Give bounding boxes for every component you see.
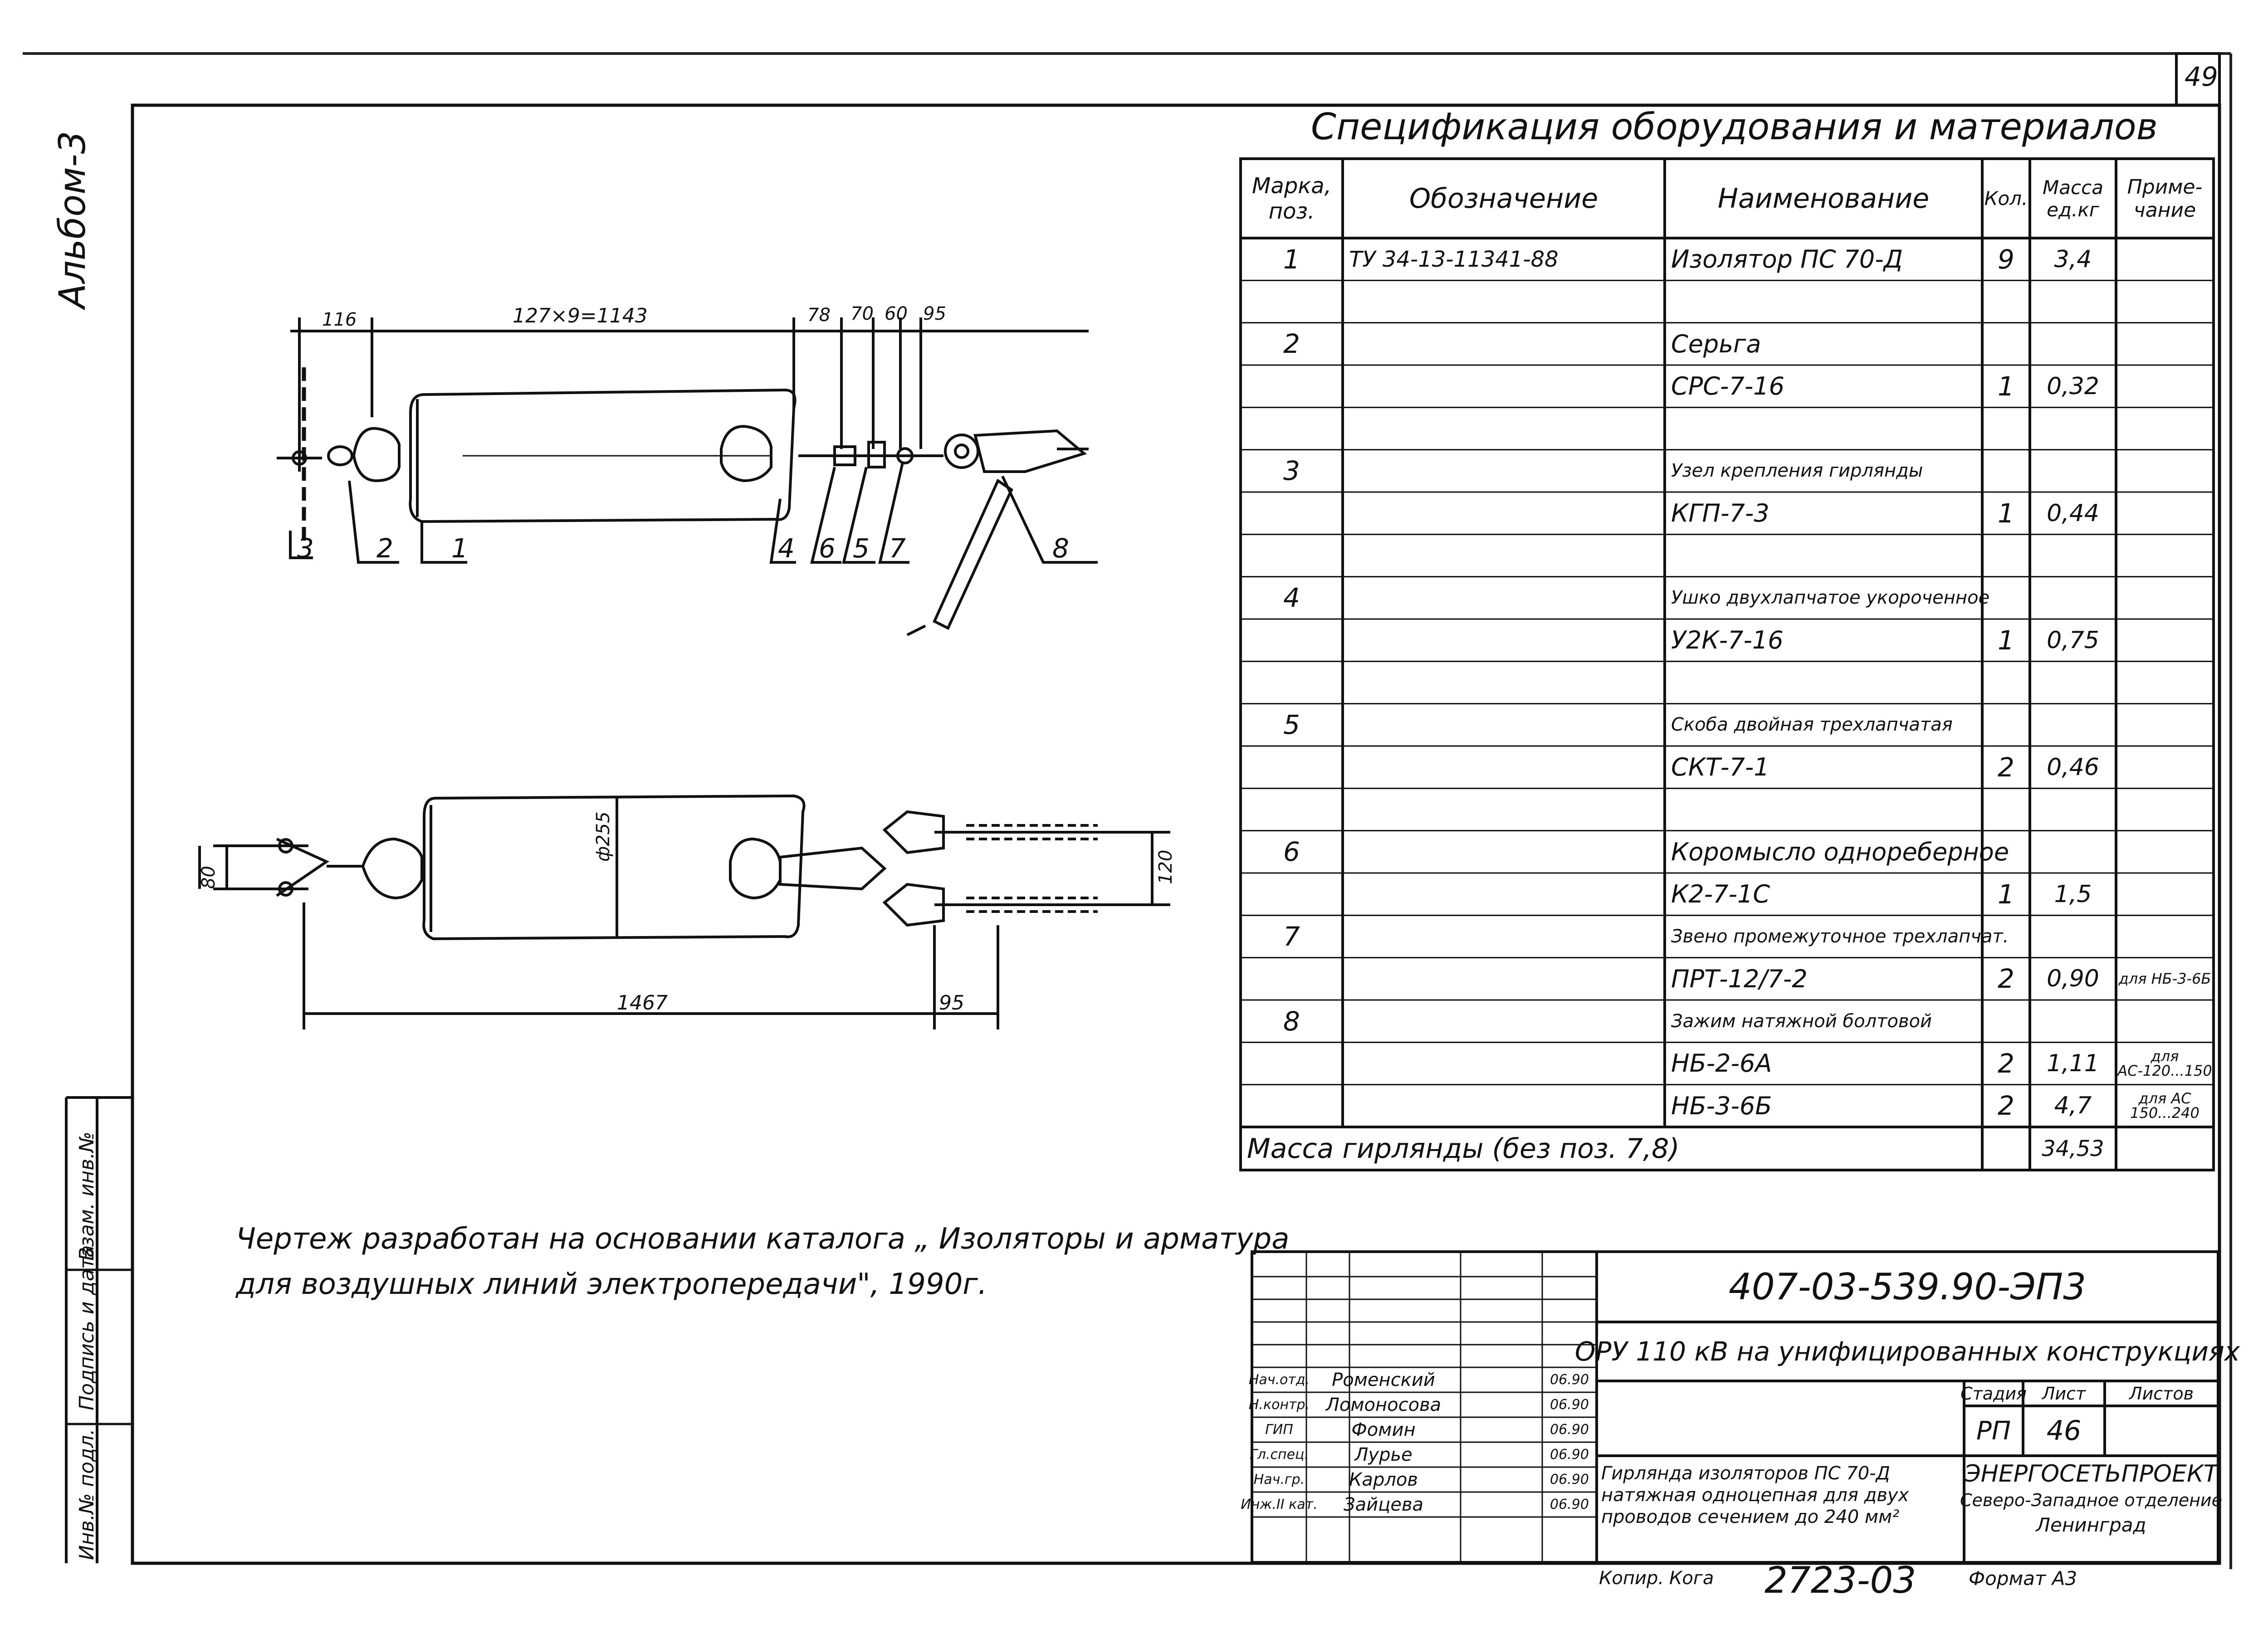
- sheet-number: 49: [2185, 61, 2218, 92]
- dim-95: 95: [923, 303, 946, 324]
- spec-cell-mass: 0,75: [2047, 626, 2099, 654]
- spec-cell-name: СКТ-7-1: [1671, 753, 1769, 782]
- sheet-value: 46: [2046, 1415, 2082, 1447]
- spec-cell-qty: 2: [1998, 1090, 2014, 1122]
- spec-cell-name: Ушко двухлапчатое укороченное: [1671, 587, 1990, 609]
- spec-cell-mass: 0,90: [2047, 965, 2099, 993]
- callout-4: 4: [778, 533, 795, 564]
- tb-person-role: Нач.гр.: [1253, 1472, 1305, 1488]
- sheets-value: [2105, 1406, 2218, 1456]
- sheet-label: Лист: [2042, 1383, 2086, 1404]
- dim-116: 116: [322, 309, 357, 330]
- spec-cell-mass: 0,46: [2047, 753, 2099, 781]
- tb-person-name: Роменский: [1332, 1369, 1435, 1390]
- side-stamp-inv: Инв.№ подл.: [75, 1429, 98, 1560]
- tb-person-date: 06.90: [1550, 1372, 1589, 1388]
- org-line-2: Северо-Западное отделение: [1960, 1490, 2222, 1510]
- callout-5: 5: [853, 533, 870, 564]
- note-line-2: для воздушных линий электропередачи", 1990г.: [236, 1268, 987, 1301]
- spec-cell-name: Скоба двойная трехлапчатая: [1671, 714, 1953, 736]
- spec-cell-name: Зажим натяжной болтовой: [1671, 1010, 1932, 1032]
- dim-70: 70: [850, 303, 874, 324]
- spec-cell-qty: 9: [1998, 244, 2014, 275]
- tb-person-name: Ломоносова: [1325, 1394, 1442, 1415]
- spec-cell-pos: 2: [1283, 328, 1300, 360]
- spec-header-note: Приме-чание: [2127, 175, 2203, 222]
- spec-cell-note: для АС-120...150: [2117, 1047, 2212, 1079]
- spec-cell-qty: 1: [1998, 624, 2014, 656]
- tb-person-date: 06.90: [1550, 1422, 1589, 1438]
- spec-cell-name: НБ-3-6Б: [1671, 1091, 1772, 1120]
- spec-header-qty: Кол.: [1984, 187, 2028, 210]
- spec-cell-name: ПРТ-12/7-2: [1671, 964, 1808, 993]
- callout-1: 1: [451, 533, 468, 564]
- spec-header-pos: Марка, поз.: [1252, 173, 1331, 224]
- tb-person-date: 06.90: [1550, 1497, 1589, 1512]
- dim-1467: 1467: [617, 991, 668, 1015]
- tb-person-role: Нач.отд.: [1248, 1372, 1310, 1388]
- doc-code: 407-03-539.90-ЭП3: [1729, 1266, 2086, 1308]
- dim-78: 78: [807, 305, 831, 326]
- stage-label: Стадия: [1960, 1383, 2027, 1404]
- dim-60: 60: [885, 303, 908, 324]
- spec-cell-qty: 1: [1998, 878, 2014, 910]
- dim-120: 120: [1155, 849, 1176, 884]
- org-line-3: Ленинград: [2036, 1514, 2146, 1536]
- spec-cell-pos: 6: [1283, 836, 1300, 868]
- copier-name: Кога: [1669, 1568, 1714, 1589]
- spec-cell-note: для АС 150...240: [2130, 1090, 2200, 1122]
- spec-cell-name: К2-7-1С: [1671, 880, 1770, 909]
- stage-value: РП: [1976, 1416, 2011, 1446]
- spec-header-designation: Обозначение: [1409, 182, 1598, 215]
- callout-8: 8: [1052, 533, 1069, 564]
- spec-cell-name: СРС-7-16: [1671, 372, 1785, 401]
- dim-255: ф255: [593, 811, 614, 862]
- spec-cell-note: для НБ-3-6Б: [2118, 970, 2211, 988]
- spec-cell-mass: 0,32: [2047, 372, 2099, 400]
- format-label: Формат А3: [1969, 1567, 2077, 1590]
- spec-header-mass: Масса ед.кг: [2043, 176, 2103, 221]
- spec-cell-pos: 5: [1283, 709, 1300, 741]
- spec-cell-mass: 3,4: [2054, 245, 2092, 273]
- spec-cell-qty: 2: [1998, 963, 2014, 995]
- dim-1143: 127×9=1143: [513, 304, 648, 327]
- tb-person-date: 06.90: [1550, 1397, 1589, 1413]
- tb-person-role: ГИП: [1265, 1422, 1293, 1438]
- spec-cell-qty: 2: [1998, 1048, 2014, 1079]
- org-line-1: ЭНЕРГОСЕТЬПРОЕКТ: [1964, 1460, 2218, 1488]
- dim-80: 80: [198, 866, 219, 889]
- spec-cell-pos: 3: [1283, 455, 1300, 487]
- spec-cell-name: Звено промежуточное трехлапчат.: [1671, 926, 2009, 947]
- tb-person-date: 06.90: [1550, 1472, 1589, 1488]
- callout-2: 2: [376, 533, 393, 564]
- spec-cell-pos: 4: [1283, 582, 1300, 614]
- spec-cell-mass: 4,7: [2054, 1092, 2092, 1120]
- sheets-label: Листов: [2129, 1383, 2194, 1404]
- spec-header-name: Наименование: [1717, 182, 1930, 215]
- spec-cell-qty: 1: [1998, 371, 2014, 402]
- spec-total-label: Масса гирлянды (без поз. 7,8): [1247, 1132, 1680, 1165]
- spec-title: Спецификация оборудования и материалов: [1311, 106, 2158, 148]
- spec-cell-qty: 2: [1998, 751, 2014, 783]
- dim-95-bottom: 95: [939, 991, 964, 1015]
- copied-label: Копир.: [1599, 1568, 1664, 1589]
- spec-cell-name: У2К-7-16: [1671, 626, 1784, 655]
- tb-person-role: Инж.II кат.: [1241, 1497, 1318, 1512]
- spec-cell-pos: 7: [1283, 921, 1300, 952]
- spec-cell-name: Узел крепления гирлянды: [1671, 460, 1923, 482]
- spec-cell-name: КГП-7-3: [1671, 499, 1769, 528]
- album-label: Альбом-3: [51, 131, 93, 308]
- spec-total-value: 34,53: [2042, 1136, 2104, 1161]
- spec-cell-name: Изолятор ПС 70-Д: [1671, 245, 1903, 274]
- tb-person-name: Лурье: [1354, 1444, 1413, 1465]
- project-name: ОРУ 110 кВ на унифицированных конструкциях: [1574, 1336, 2240, 1367]
- tb-person-name: Карлов: [1349, 1469, 1418, 1490]
- spec-cell-pos: 1: [1283, 244, 1300, 275]
- tb-person-role: Н.контр.: [1248, 1397, 1310, 1413]
- note-line-1: Чертеж разработан на основании каталога „ Изоляторы и арматура: [236, 1222, 1290, 1256]
- spec-cell-designation: ТУ 34-13-11341-88: [1349, 246, 1559, 272]
- side-stamp-sign: Подпись и дата: [75, 1245, 98, 1410]
- spec-cell-mass: 1,5: [2054, 880, 2092, 908]
- sheet-title: Гирлянда изоляторов ПС 70-Д натяжная одноцепная для двух проводов сечением до 240 мм²: [1601, 1463, 1909, 1527]
- spec-cell-mass: 0,44: [2047, 499, 2099, 527]
- tb-person-name: Зайцева: [1343, 1494, 1424, 1515]
- side-stamp-replace: Взам. инв.№: [75, 1132, 98, 1261]
- spec-cell-name: Серьга: [1671, 329, 1761, 358]
- tb-person-date: 06.90: [1550, 1447, 1589, 1463]
- callout-6: 6: [819, 533, 836, 564]
- spec-cell-name: НБ-2-6А: [1671, 1049, 1772, 1078]
- spec-cell-name: Коромысло однореберное: [1671, 837, 2009, 866]
- spec-cell-pos: 8: [1283, 1005, 1300, 1037]
- spec-cell-mass: 1,11: [2047, 1049, 2099, 1077]
- tb-person-name: Фомин: [1351, 1419, 1416, 1440]
- order-number: 2723-03: [1765, 1559, 1916, 1601]
- callout-7: 7: [889, 533, 906, 564]
- spec-cell-qty: 1: [1998, 498, 2014, 529]
- callout-3: 3: [297, 533, 314, 564]
- tb-person-role: Гл.спец.: [1250, 1447, 1309, 1463]
